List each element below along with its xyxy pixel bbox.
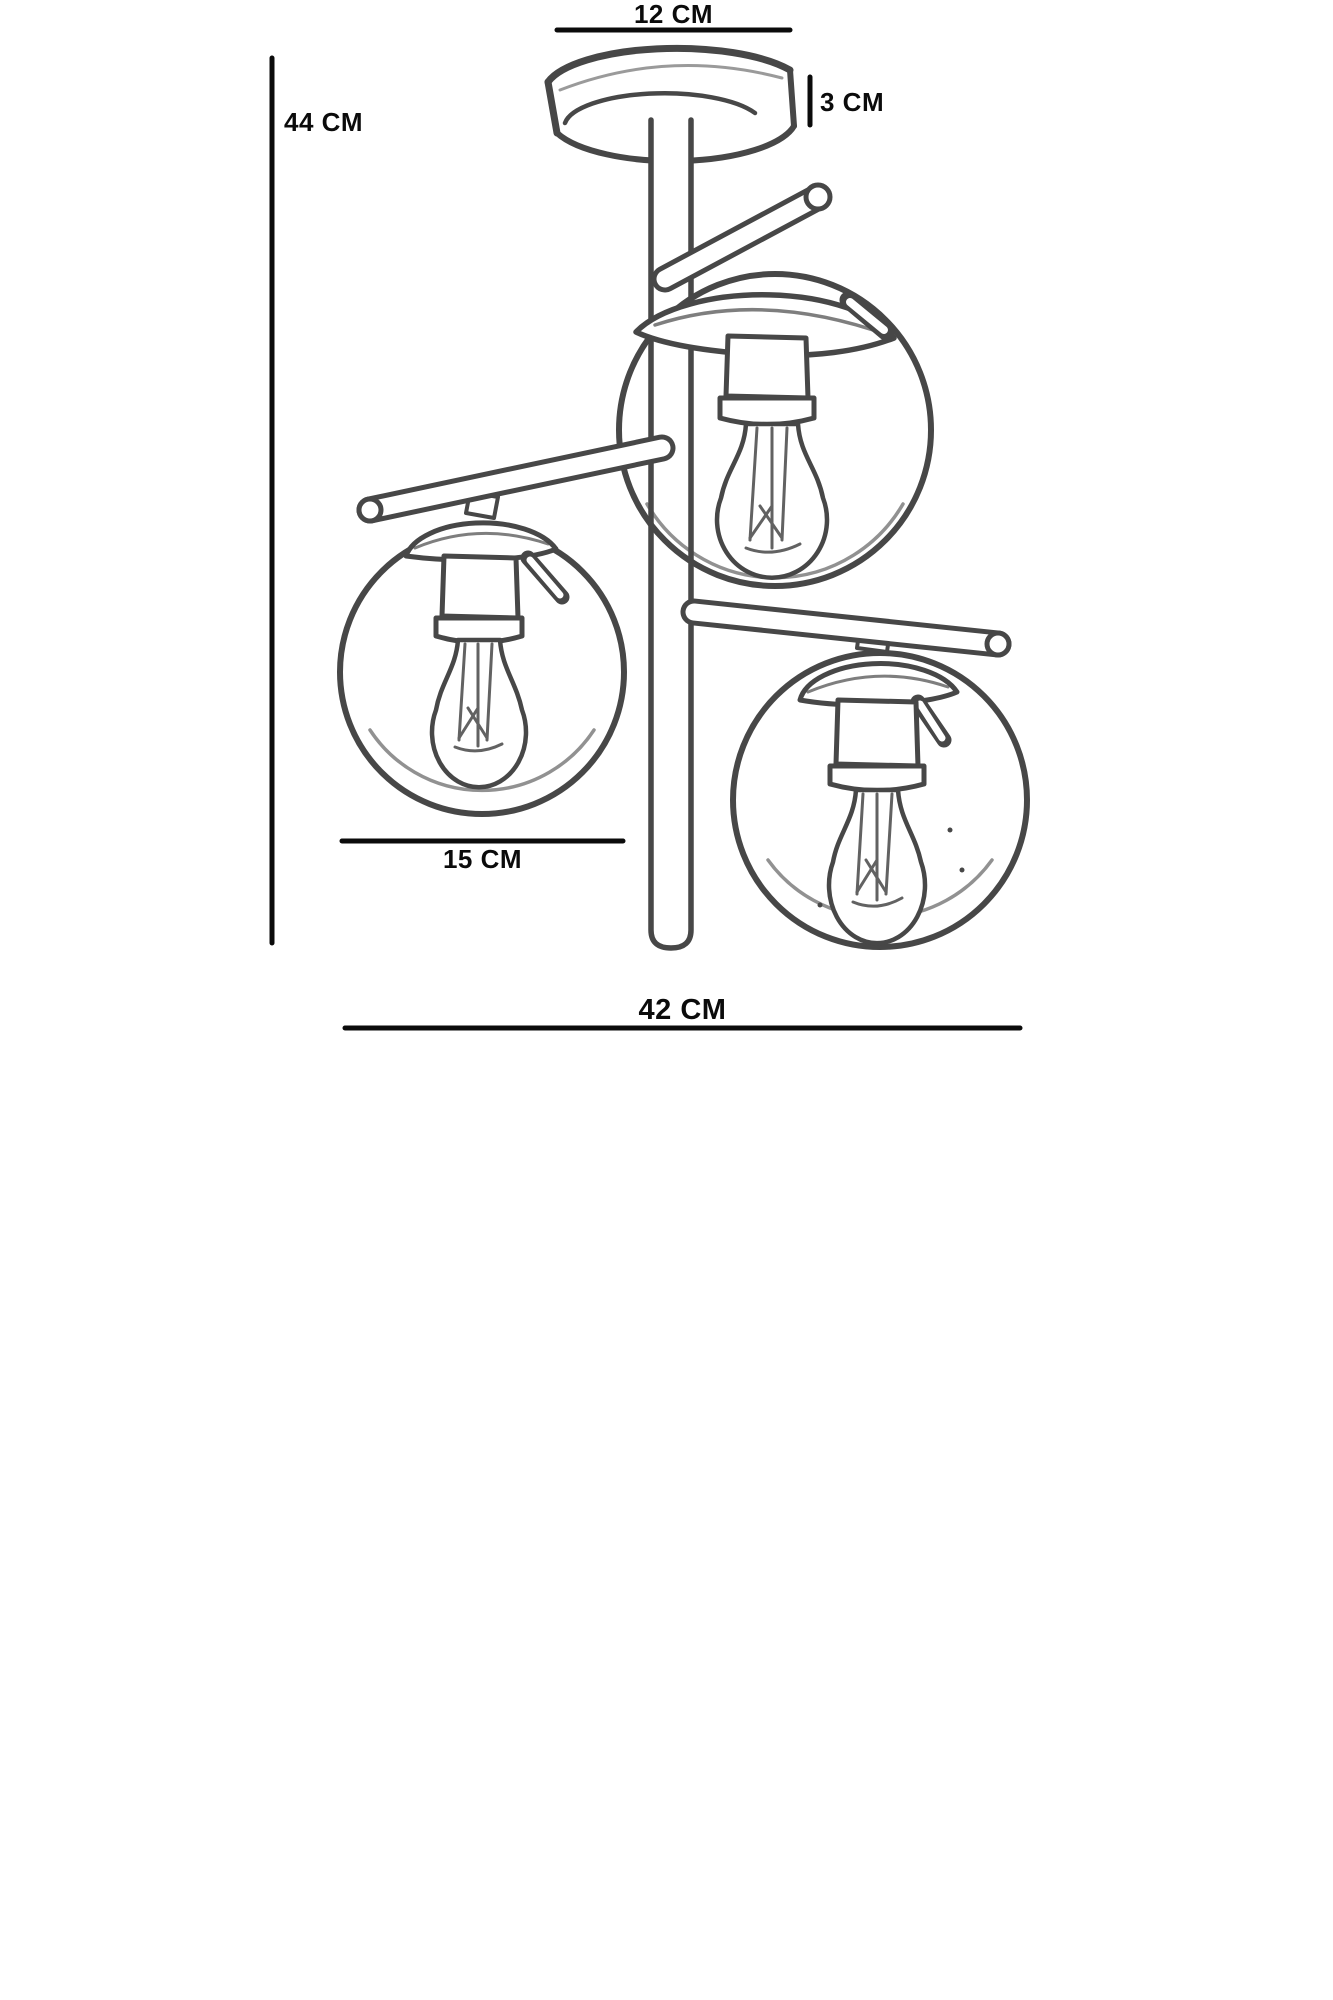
dimension-label-total-width: 42 CM [638,994,727,1026]
left-globe-bulb-sketch [432,640,526,787]
dimension-label-canopy-height: 3 CM [820,87,885,117]
dimension-label-canopy-width: 12 CM [633,0,714,29]
left-arm-sketch [359,448,662,521]
top-globe-socket-sketch [720,336,814,425]
dimension-label-total-height: 44 CM [284,107,364,137]
dimension-label-globe-diameter: 15 CM [442,844,523,874]
top-globe-bulb-sketch [717,424,827,578]
right-arm-sketch [694,612,1009,655]
right-globe-bulb-sketch [829,790,925,943]
left-globe-socket-sketch [436,556,522,643]
right-globe-socket-sketch [830,700,924,791]
